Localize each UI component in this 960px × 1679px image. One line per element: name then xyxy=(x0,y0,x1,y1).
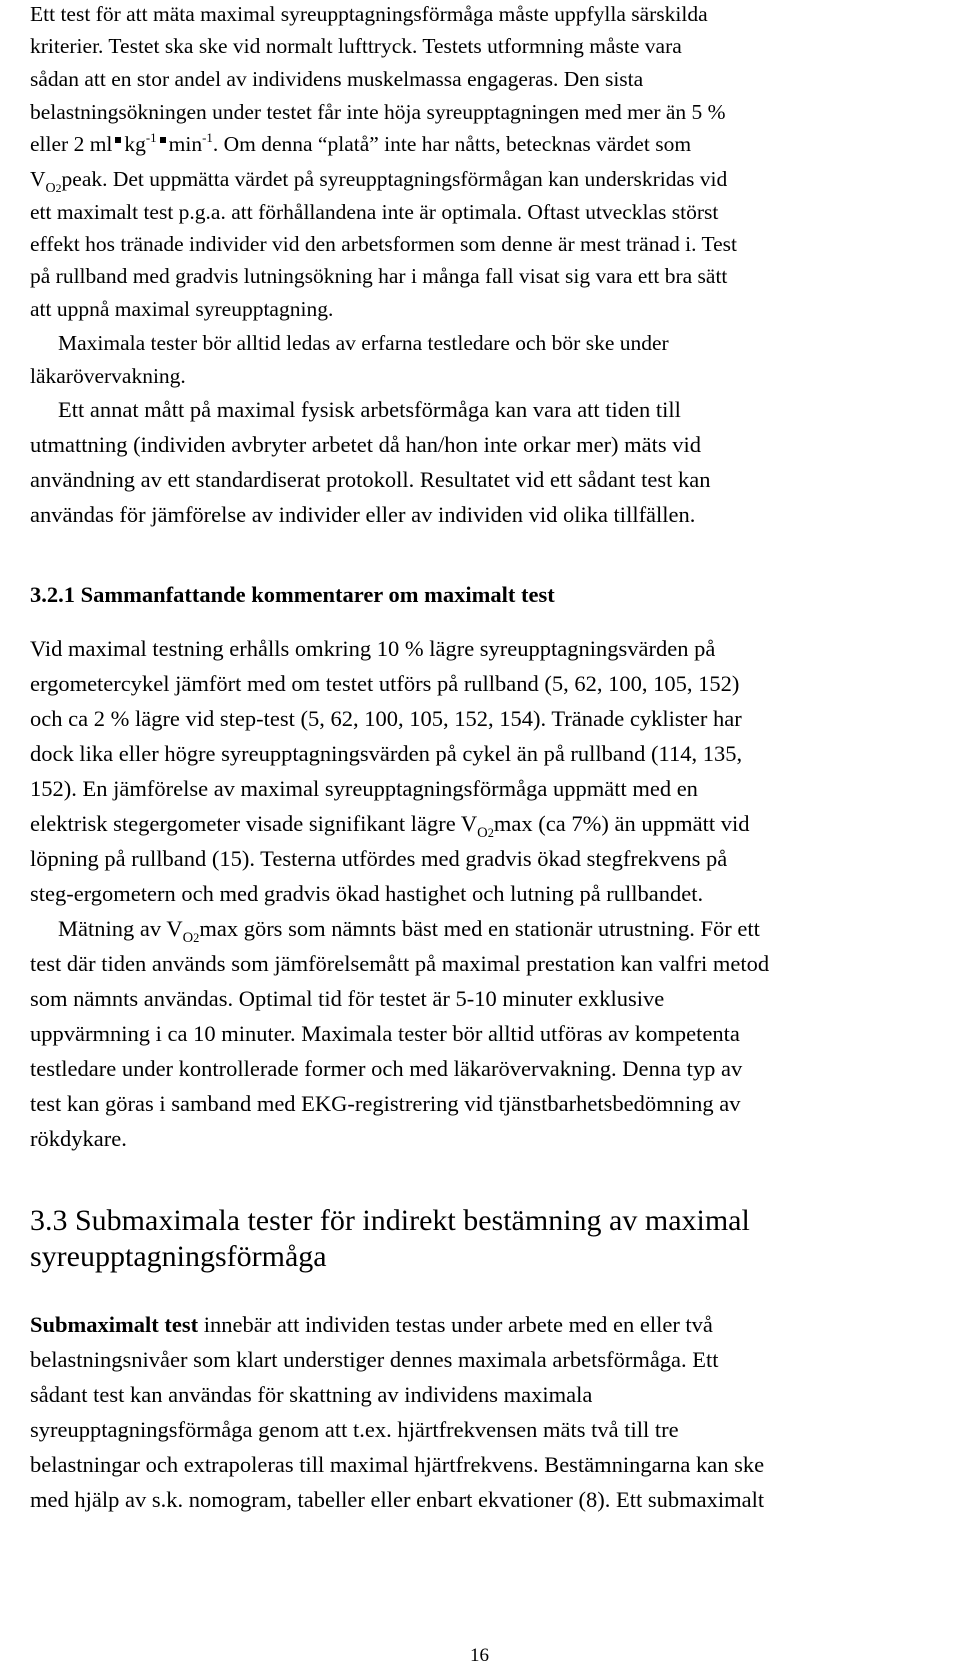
text-line: belastningsnivåer som klart understiger dennes maximala arbetsförmåga. Ett xyxy=(30,1347,719,1372)
text-line: ergometercykel jämfört med om testet utförs på rullband (5, 62, 100, 105, 152) xyxy=(30,671,740,696)
text-line: uppvärmning i ca 10 minuter. Maximala tester bör alltid utföras av kompetenta xyxy=(30,1021,740,1046)
text-line: belastningsökningen under testet får inte höja syreupptagningen med mer än 5 % xyxy=(30,100,726,124)
text-line: elektrisk stegergometer visade signifikant lägre $V_{O2}\max$ (ca 7%) än uppmätt vid xyxy=(30,811,750,841)
text-line: ett maximalt test p.g.a. att förhållandena inte är optimala. Oftast utvecklas störst xyxy=(30,200,719,224)
text-line: belastningar och extrapoleras till maximal hjärtfrekvens. Bestämningarna kan ske xyxy=(30,1452,765,1477)
text-line: syreupptagningsförmåga genom att t.ex. hjärtfrekvensen mäts två till tre xyxy=(30,1417,679,1442)
text-line: löpning på rullband (15). Testerna utfördes med gradvis ökad stegfrekvens på xyxy=(30,846,728,871)
text-line: $V_{O2}peak$. Det uppmätta värdet på syreupptagningsförmågan kan underskridas vid xyxy=(30,167,728,196)
chapter-heading: 3.3 Submaximala tester för indirekt bestämning av maximal xyxy=(30,1204,750,1237)
text-line: effekt hos tränade individer vid den arbetsformen som denne är mest tränad i. Test xyxy=(30,232,737,256)
text-line: Ett annat mått på maximal fysisk arbetsförmåga kan vara att tiden till xyxy=(58,397,681,422)
multiplication-dot xyxy=(160,137,166,143)
text-line: test där tiden används som jämförelsemått på maximal prestation kan valfri metod xyxy=(30,951,770,976)
text-line: utmattning (individen avbryter arbetet då han/hon inte orkar mer) mäts vid xyxy=(30,432,702,457)
multiplication-dot xyxy=(115,137,121,143)
text-line: testledare under kontrollerade former och med läkarövervakning. Denna typ av xyxy=(30,1056,743,1081)
bold-term: Submaximalt test xyxy=(30,1312,199,1337)
text-line: eller 2 ml $kg^{-1}$ $\min^{-1}$. Om denna “platå” inte har nåtts, betecknas värdet som xyxy=(30,131,692,156)
text-line: sådan att en stor andel av individens muskelmassa engageras. Den sista xyxy=(30,67,644,91)
text-line: läkarövervakning. xyxy=(30,364,186,388)
text-line: Mätning av $V_{O2}\max$ görs som nämnts bäst med en stationär utrustning. För ett xyxy=(58,916,760,946)
text-line: sådant test kan användas för skattning av individens maximala xyxy=(30,1382,593,1407)
text-line: dock lika eller högre syreupptagningsvärden på cykel än på rullband (114, 135, xyxy=(30,741,743,766)
text-line: 152). En jämförelse av maximal syreupptagningsförmåga uppmätt med en xyxy=(30,776,698,801)
chapter-heading-continued: syreupptagningsförmåga xyxy=(30,1240,327,1273)
text-line: som nämnts användas. Optimal tid för testet är 5-10 minuter exklusive xyxy=(30,986,665,1011)
section-heading: 3.2.1 Sammanfattande kommentarer om maximalt test xyxy=(30,582,555,607)
page-number: 16 xyxy=(470,1645,489,1666)
text-line: test kan göras i samband med EKG-registrering vid tjänstbarhetsbedömning av xyxy=(30,1091,741,1116)
text-line: att uppnå maximal syreupptagning. xyxy=(30,297,334,321)
text-line: användning av ett standardiserat protokoll. Resultatet vid ett sådant test kan xyxy=(30,467,711,492)
text-line: Maximala tester bör alltid ledas av erfarna testledare och bör ske under xyxy=(58,331,669,355)
text-line: steg-ergometern och med gradvis ökad hastighet och lutning på rullbandet. xyxy=(30,881,704,906)
text-line: Ett test för att mäta maximal syreupptagningsförmåga måste uppfylla särskilda xyxy=(30,2,708,26)
text-line: på rullband med gradvis lutningsökning har i många fall visat sig vara ett bra sätt xyxy=(30,264,728,288)
text-line: och ca 2 % lägre vid step-test (5, 62, 100, 105, 152, 154). Tränade cyklister har xyxy=(30,706,742,731)
text-line: Vid maximal testning erhålls omkring 10 % lägre syreupptagningsvärden på xyxy=(30,636,716,661)
text-line: Submaximalt test innebär att individen testas under arbete med en eller två xyxy=(30,1312,713,1337)
text-line: användas för jämförelse av individer eller av individen vid olika tillfällen. xyxy=(30,502,696,527)
text-line: rökdykare. xyxy=(30,1126,127,1151)
text-line: kriterier. Testet ska ske vid normalt lufttryck. Testets utformning måste vara xyxy=(30,34,682,58)
text-line: med hjälp av s.k. nomogram, tabeller eller enbart ekvationer (8). Ett submaximalt xyxy=(30,1487,765,1512)
